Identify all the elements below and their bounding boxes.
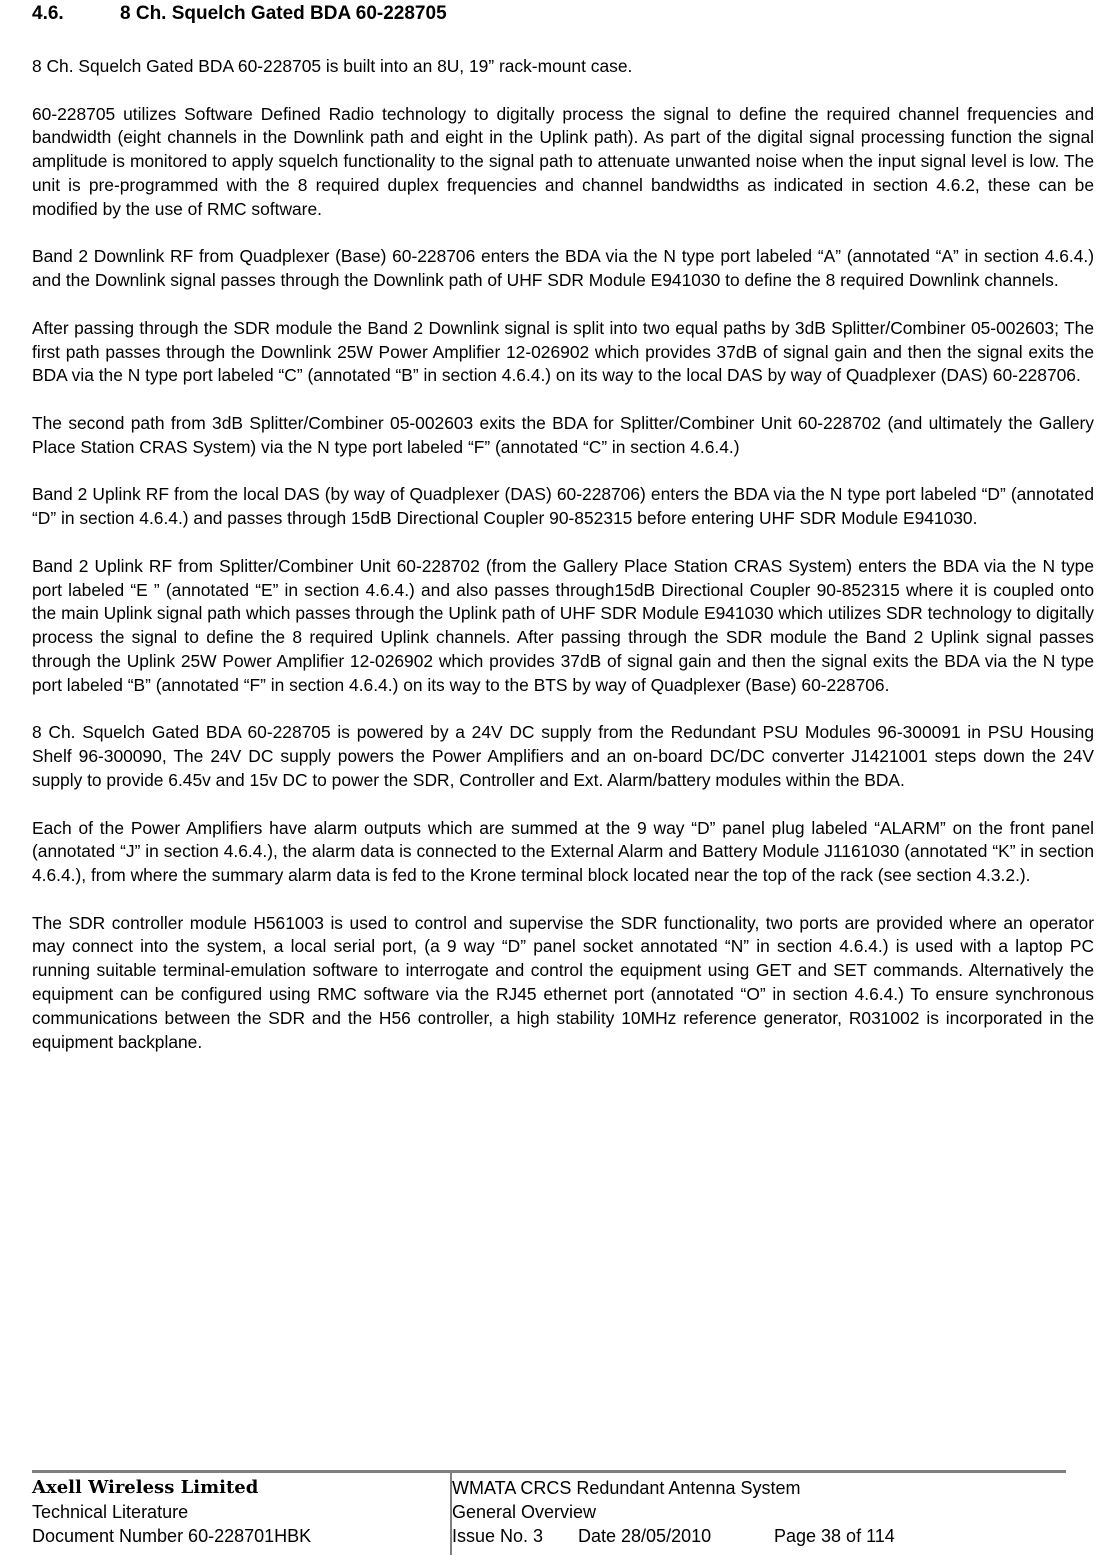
- company-name: Axell Wireless Limited: [32, 1477, 259, 1498]
- paragraph: After passing through the SDR module the Band 2 Downlink signal is split into two equal paths by 3dB Splitter/Combiner 05-002603; The first path passes through the Downlink 25W Power Amplifier 12-026902 which provides 37dB of signal gain and then the signal exits the BDA via the N type port labeled “C” (annotated “B” in section 4.6.4.) on its way to the local DAS by way of Quadplexer (DAS) 60-228706.: [32, 317, 1094, 386]
- footer-right: [452, 1476, 1072, 1548]
- footer-issue-line: [452, 1524, 1072, 1548]
- paragraph: The second path from 3dB Splitter/Combiner 05-002603 exits the BDA for Splitter/Combiner Unit 60-228702 (and ultimately the Gallery Place Station CRAS System) via the N type port labeled “F” (annotated “C” in section 4.6.4.): [32, 412, 1094, 457]
- paragraph: Band 2 Uplink RF from the local DAS (by way of Quadplexer (DAS) 60-228706) enters the BDA via the N type port labeled “D” (annotated “D” in section 4.6.4.) and passes through 15dB Directional Coupler 90-852315 before entering UHF SDR Module E941030.: [32, 484, 1094, 529]
- paragraph: 60-228705 utilizes Software Defined Radio technology to digitally process the signal to define the required channel frequencies and bandwidth (eight channels in the Downlink path and eight in the Uplink path). As part of the digital signal processing function the signal amplitude is monitored to apply squelch functionality to the signal path to attenuate unwanted noise when the input signal level is low. The unit is pre-programmed with the 8 required duplex frequencies and channel bandwidths as indicated in section 4.6.2, these can be modified by the use of RMC software.: [32, 103, 1094, 219]
- paragraph: 8 Ch. Squelch Gated BDA 60-228705 is built into an 8U, 19” rack-mount case.: [32, 56, 633, 76]
- footer-date: Date 28/05/2010: [578, 1526, 712, 1546]
- paragraph: 8 Ch. Squelch Gated BDA 60-228705 is powered by a 24V DC supply from the Redundant PSU Modules 96-300091 in PSU Housing Shelf 96-300090, The 24V DC supply powers the Power Amplifiers and an on-board DC/DC converter J1421001 steps down the 24V supply to provide 6.45v and 15v DC to power the SDR, Controller and Ext. Alarm/battery modules within the BDA.: [32, 722, 1094, 790]
- section-heading: [32, 3, 447, 25]
- page-footer: [32, 1470, 1066, 1546]
- footer-overview: General Overview: [452, 1502, 597, 1522]
- footer-literature: Technical Literature: [32, 1502, 189, 1522]
- paragraph: The SDR controller module H561003 is used to control and supervise the SDR functionality, two ports are provided where an operator may connect into the system, a local serial port, (a 9 way “D” panel socket annotated “N” in section 4.6.4.) is used with a laptop PC running suitable terminal-emulation software to interrogate and control the equipment using GET and SET commands. Alternatively the equipment can be configured using RMC software via the RJ45 ethernet port (annotated “O” in section 4.6.4.) To ensure synchronous communications between the SDR and the H56 controller, a high stability 10MHz reference generator, R031002 is incorporated in the equipment backplane.: [32, 912, 1094, 1052]
- body-text: [32, 55, 1094, 1078]
- footer-system: WMATA CRCS Redundant Antenna System: [452, 1478, 801, 1498]
- footer-page: Page 38 of 114: [774, 1526, 895, 1546]
- footer-left: [32, 1476, 450, 1548]
- section-title: 8 Ch. Squelch Gated BDA 60-228705: [120, 3, 447, 24]
- footer-issue: Issue No. 3: [452, 1526, 544, 1546]
- paragraph: Each of the Power Amplifiers have alarm outputs which are summed at the 9 way “D” panel plug labeled “ALARM” on the front panel (annotated “J” in section 4.6.4.), the alarm data is connected to the External Alarm and Battery Module J1161030 (annotated “K” in section 4.6.4.), from where the summary alarm data is fed to the Krone terminal block located near the top of the rack (see section 4.3.2.).: [32, 817, 1094, 886]
- paragraph: Band 2 Downlink RF from Quadplexer (Base) 60-228706 enters the BDA via the N type port labeled “A” (annotated “A” in section 4.6.4.) and the Downlink signal passes through the Downlink path of UHF SDR Module E941030 to define the 8 required Downlink channels.: [32, 246, 1094, 291]
- footer-document-number: Document Number 60-228701HBK: [32, 1526, 312, 1546]
- paragraph: Band 2 Uplink RF from Splitter/Combiner Unit 60-228702 (from the Gallery Place Station CRAS System) enters the BDA via the N type port labeled “E ” (annotated “E” in section 4.6.4.) and also passes through15dB Directional Coupler 90-852315 where it is coupled onto the main Uplink signal path which passes through the Uplink path of UHF SDR Module E941030 which utilizes SDR technology to digitally process the signal to define the 8 required Uplink channels. After passing through the SDR module the Band 2 Uplink signal passes through the Uplink 25W Power Amplifier 12-026902 which provides 37dB of signal gain and then the signal exits the BDA via the N type port labeled “B” (annotated “F” in section 4.6.4.) on its way to the BTS by way of Quadplexer (Base) 60-228706.: [32, 555, 1094, 695]
- section-number: 4.6.: [32, 3, 64, 24]
